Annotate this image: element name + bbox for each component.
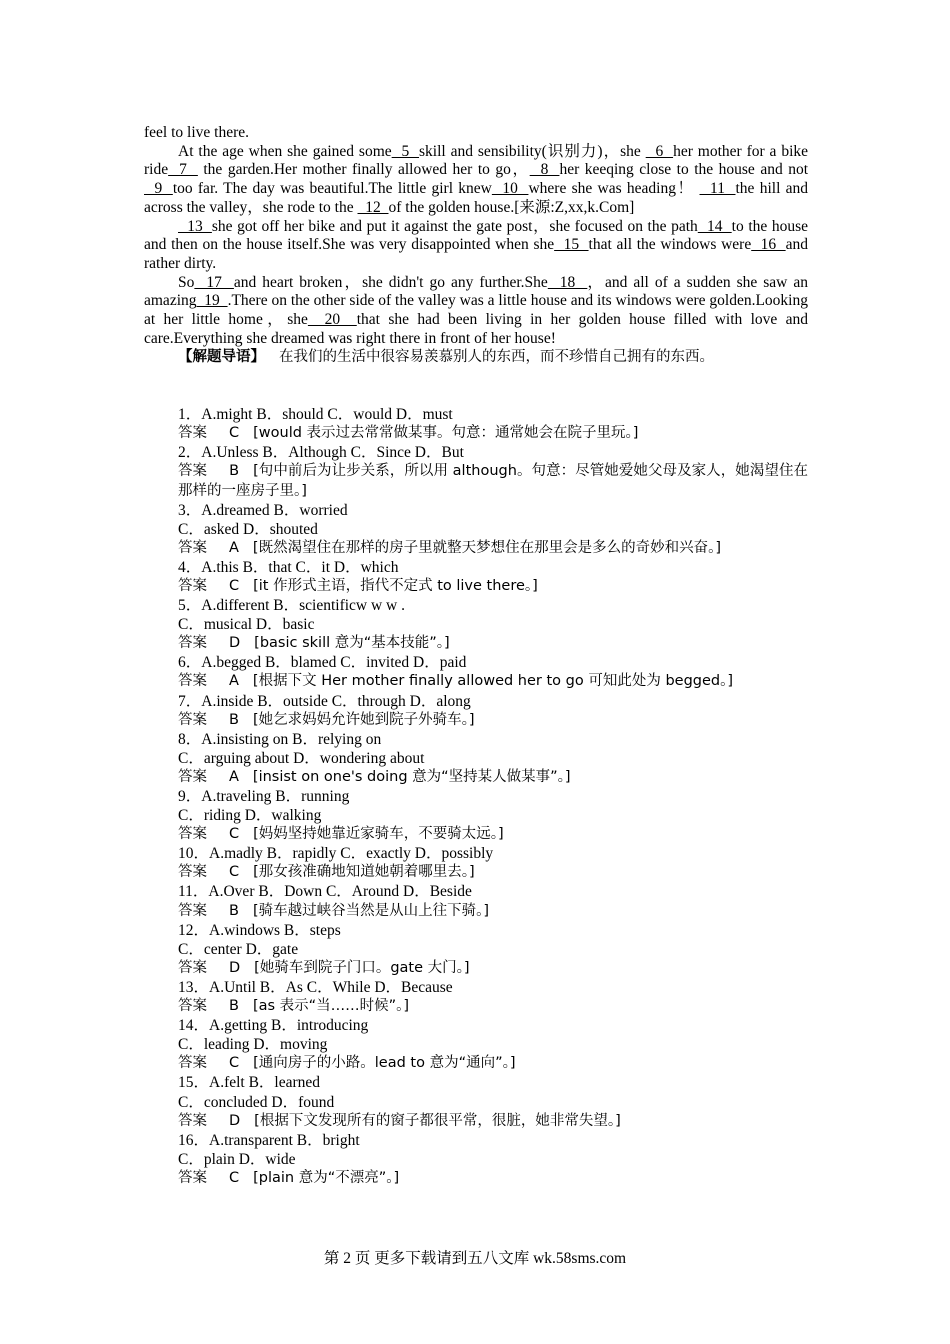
- answer-label: 答案: [178, 635, 207, 652]
- passage-text: too far. The day was beautiful.The little girl knew: [172, 180, 492, 198]
- answer-key: C: [229, 1055, 240, 1072]
- passage-text: she got off her bike and put it against the gate post，she focused on the path: [211, 217, 698, 235]
- answer-key: C: [229, 1169, 240, 1186]
- question-options: 8．A.insisting on B．relying on: [178, 730, 382, 748]
- question-options: 15．A.felt B．learned: [178, 1074, 321, 1092]
- answer-explanation: [那女孩准确地知道她朝着哪里去。]: [253, 864, 475, 881]
- answer-explanation: [根据下文 Her mother finally allowed her to go 可知此处为 begged。]: [252, 673, 734, 690]
- answer-line: [144, 959, 808, 978]
- passage-text: that all the windows were: [588, 236, 752, 254]
- passage-text: .There on the other side of the valley was a little house and its windows were golden.Looking at her little home，she: [144, 292, 808, 329]
- blank-15: 15: [554, 236, 589, 254]
- passage-text: So: [178, 273, 195, 291]
- passage-text: of the golden house.[来源:Z,xx,k.Com]: [388, 198, 635, 216]
- answer-line: [144, 768, 808, 787]
- answer-label: 答案: [178, 768, 207, 785]
- answer-key: D: [229, 959, 241, 976]
- answer-key: B: [229, 902, 239, 919]
- answer-explanation: [她乞求妈妈允许她到院子外骑车。]: [252, 711, 475, 728]
- answer-label: 答案: [178, 826, 207, 843]
- question-options: C．musical D．basic: [178, 616, 315, 634]
- passage-text: At the age when she gained some: [178, 142, 392, 160]
- answer-line: [144, 902, 808, 921]
- passage-paragraph-3: [144, 274, 808, 349]
- blank-20: 20: [307, 311, 357, 329]
- answer-line: [144, 1054, 808, 1073]
- answer-explanation: [句中前后为让步关系，所以用 although。句意：尽管她爱她父母及家人，她渴望住在那样的一座房子里。]: [178, 463, 809, 499]
- answer-line: [144, 997, 808, 1016]
- question-options: 4．A.this B．that C．it D．which: [178, 558, 399, 576]
- passage-text: and heart broken，she didn't go any further.She: [233, 273, 548, 291]
- question-options: 2．A.Unless B．Although C．Since D．But: [178, 444, 464, 462]
- guide-line: [144, 348, 808, 367]
- answer-explanation: [根据下文发现所有的窗子都很平常，很脏，她非常失望。]: [254, 1112, 621, 1129]
- answer-label: 答案: [178, 673, 207, 690]
- passage-paragraph-1: [144, 143, 808, 218]
- answer-explanation: [她骑车到院子门口。gate 大门。]: [254, 959, 470, 976]
- passage-text: ，and all of a sudden she saw an amazing: [144, 273, 808, 310]
- blank-12: 12: [357, 198, 389, 216]
- question-options: C．leading D．moving: [178, 1036, 328, 1054]
- answer-label: 答案: [178, 902, 207, 919]
- question-options: 7．A.inside B．outside C．through D．along: [178, 692, 471, 710]
- answer-label: 答案: [178, 539, 207, 556]
- answer-label: 答案: [178, 577, 207, 594]
- answer-key: A: [229, 673, 239, 690]
- answer-label: 答案: [178, 463, 208, 480]
- question-options: 5．A.different B．scientificw w w .: [178, 597, 405, 615]
- passage-text: the hill and across the valley，she rode to the: [144, 180, 809, 216]
- question-options: 12．A.windows B．steps: [178, 921, 341, 939]
- answer-key: C: [229, 864, 240, 881]
- guide-label: 【解题导语】: [178, 349, 265, 366]
- question-options: C．center D．gate: [178, 940, 299, 958]
- passage-text: her keeqing close to the house and not: [559, 161, 809, 179]
- answer-key: A: [229, 768, 239, 785]
- passage-text: the garden.Her mother finally allowed her to go，: [197, 161, 530, 179]
- blank-17: 17: [194, 273, 234, 291]
- question-options: C．arguing about D．wondering about: [178, 749, 425, 767]
- answer-line: [144, 424, 808, 443]
- answer-key: B: [229, 998, 239, 1015]
- answer-line: [144, 863, 808, 882]
- blank-18: 18: [547, 273, 588, 291]
- page-footer: 第 2 页 更多下载请到五八文库 wk.58sms.com: [323, 1250, 627, 1267]
- question-options: 9．A.traveling B．running: [178, 788, 350, 806]
- answer-explanation: [妈妈坚持她靠近家骑车，不要骑太远。]: [253, 826, 504, 843]
- answer-key: D: [229, 635, 241, 652]
- question-options: 1．A.might B．should C．would D．must: [178, 406, 453, 424]
- answer-label: 答案: [178, 1112, 207, 1129]
- blank-7: 7: [168, 161, 198, 179]
- question-options: C．concluded D．found: [178, 1093, 335, 1111]
- cloze-passage: [144, 124, 808, 348]
- blank-11: 11: [699, 180, 736, 198]
- blank-16: 16: [751, 236, 786, 254]
- document-page: [144, 124, 808, 1188]
- answer-key: B: [229, 463, 240, 480]
- answer-explanation: [insist on one's doing 意为“坚持某人做某事”。]: [252, 768, 571, 785]
- question-options: 11．A.Over B．Down C．Around D．Beside: [178, 883, 472, 901]
- answer-label: 答案: [178, 959, 207, 976]
- blank-19: 19: [196, 292, 228, 310]
- guide-text: 在我们的生活中很容易羡慕别人的东西，而不珍惜自己拥有的东西。: [279, 349, 714, 366]
- question-options: 10．A.madly B．rapidly C．exactly D．possibly: [178, 845, 494, 863]
- answer-explanation: [basic skill 意为“基本技能”。]: [254, 635, 450, 652]
- blank-8: 8: [529, 161, 560, 179]
- blank-9: 9: [144, 180, 173, 198]
- answer-line: [144, 462, 808, 500]
- answer-label: 答案: [178, 998, 207, 1015]
- answer-line: [144, 1169, 808, 1188]
- answer-label: 答案: [178, 711, 207, 728]
- answer-line: [144, 577, 808, 596]
- question-options: 16．A.transparent B．bright: [178, 1131, 360, 1149]
- passage-text: where she was heading！: [528, 180, 700, 198]
- passage-text: skill and sensibility(识别力)，she: [419, 142, 646, 160]
- answer-explanation: [骑车越过峡谷当然是从山上往下骑。]: [252, 902, 490, 919]
- blank-5: 5: [391, 142, 420, 160]
- passage-text: her mother for a bike ride: [144, 142, 809, 179]
- answer-line: [144, 1112, 808, 1131]
- answer-explanation: [would 表示过去常常做某事。句意：通常她会在院子里玩。]: [253, 425, 639, 442]
- question-options: 6．A.begged B．blamed C．invited D．paid: [178, 654, 467, 672]
- answer-key: B: [229, 711, 239, 728]
- answer-label: 答案: [178, 864, 207, 881]
- question-options: 14．A.getting B．introducing: [178, 1017, 369, 1035]
- answer-key: C: [229, 826, 240, 843]
- passage-paragraph-2: [144, 218, 808, 274]
- passage-line-0: feel to live there.: [144, 124, 250, 141]
- answer-line: [144, 634, 808, 653]
- answer-key: A: [229, 539, 239, 556]
- answer-explanation: [as 表示“当……时候”。]: [252, 998, 410, 1015]
- blank-13: 13: [178, 217, 212, 235]
- question-options: C．riding D．walking: [178, 807, 322, 825]
- passage-text: that she had been living in her golden house filled with love and care.Everything she dreamed was right there in front of her house!: [144, 311, 808, 347]
- question-list: [144, 405, 808, 1188]
- answer-explanation: [plain 意为“不漂亮”。]: [253, 1169, 400, 1186]
- answer-line: [144, 539, 808, 558]
- answer-label: 答案: [178, 425, 207, 442]
- answer-label: 答案: [178, 1169, 207, 1186]
- blank-6: 6: [645, 142, 674, 160]
- question-options: 3．A.dreamed B．worried: [178, 501, 348, 519]
- question-options: C．asked D．shouted: [178, 520, 318, 538]
- answer-key: C: [229, 425, 240, 442]
- passage-text: and rather dirty.: [144, 236, 809, 272]
- answer-explanation: [通向房子的小路。lead to 意为“通向”。]: [253, 1055, 516, 1072]
- answer-line: [144, 672, 808, 691]
- answer-label: 答案: [178, 1055, 207, 1072]
- answer-key: C: [229, 577, 240, 594]
- blank-14: 14: [697, 217, 732, 235]
- answer-line: [144, 711, 808, 730]
- answer-explanation: [it 作形式主语，指代不定式 to live there。]: [253, 577, 538, 594]
- question-options: 13．A.Until B．As C．While D．Because: [178, 978, 453, 996]
- answer-explanation: [既然渴望住在那样的房子里就整天梦想住在那里会是多么的奇妙和兴奋。]: [252, 539, 721, 556]
- passage-text: to the house and then on the house itself.She was very disappointed when she: [144, 217, 809, 254]
- answer-key: D: [229, 1112, 241, 1129]
- answer-line: [144, 825, 808, 844]
- blank-10: 10: [491, 180, 529, 198]
- question-options: C．plain D．wide: [178, 1150, 296, 1168]
